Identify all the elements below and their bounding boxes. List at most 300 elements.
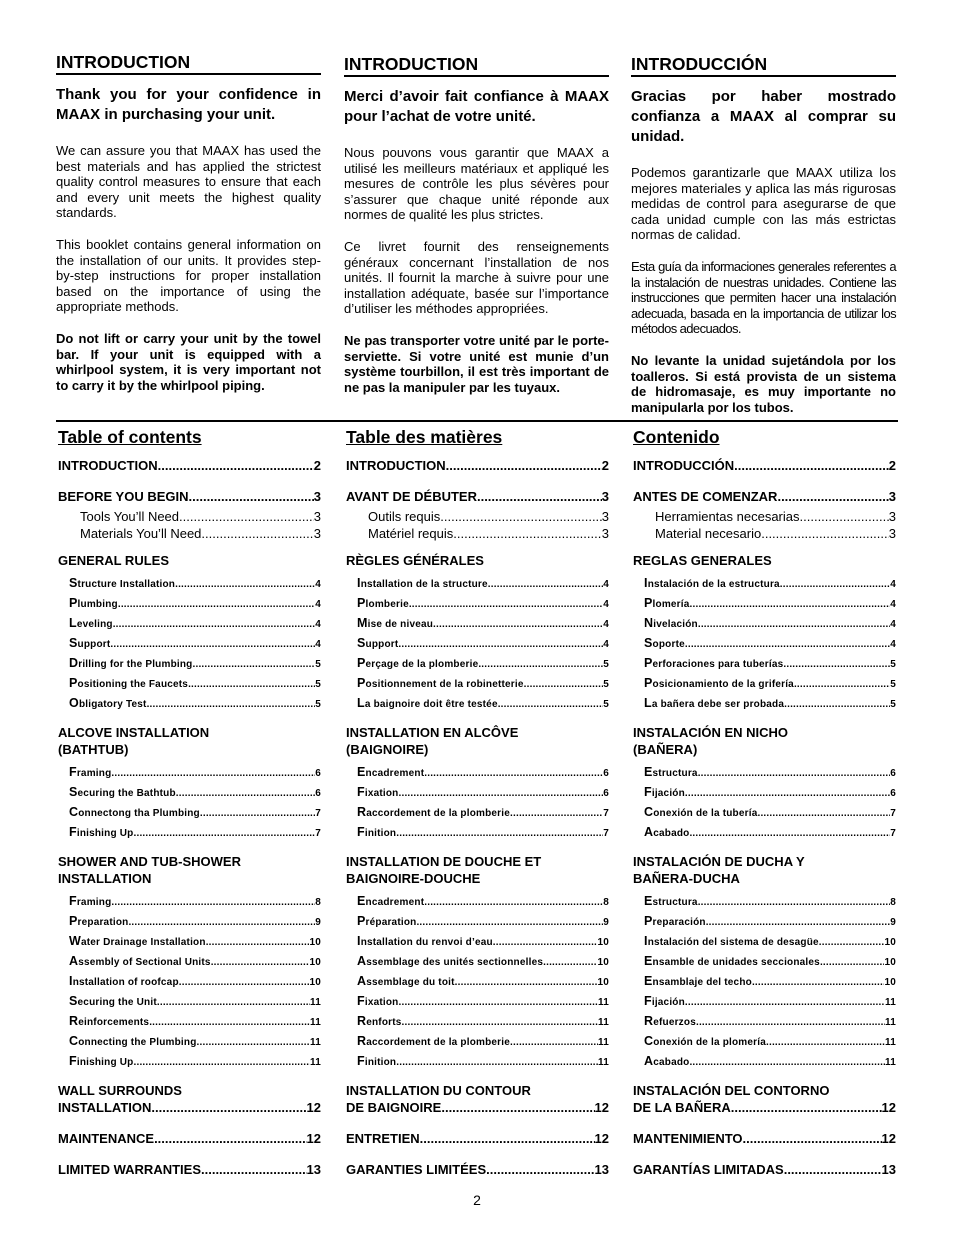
toc-subentry[interactable]: [56, 952, 321, 972]
toc-entry-title: INTRODUCCIÓN: [633, 458, 735, 473]
toc-page-number: 6: [315, 768, 321, 779]
toc-entry-warranties[interactable]: [344, 1161, 609, 1178]
toc-leader-dots: [819, 933, 885, 952]
toc-leader-dots: [820, 953, 885, 972]
toc-spacer: [631, 714, 896, 724]
intro-lead: Gracias por haber mostrado confianza a MAAX al comprar su unidad.: [631, 88, 896, 145]
toc-page-number: 10: [884, 977, 896, 988]
toc-spacer: [631, 1072, 896, 1082]
toc-entry-title: Estructura: [644, 765, 698, 779]
toc-page-number: 11: [885, 1037, 896, 1048]
toc-subentry[interactable]: [631, 508, 896, 525]
toc-page-number: 9: [603, 917, 609, 928]
toc-leader-dots: [396, 1053, 598, 1072]
toc-leader-dots: [149, 1013, 310, 1032]
toc-leader-dots: [685, 635, 890, 654]
intro-lead: Thank you for your confidence in MAAX in purchasing your unit.: [56, 86, 321, 123]
toc-leader-dots: [690, 595, 891, 614]
toc-page-number: 4: [315, 619, 321, 630]
toc-leader-dots: [111, 764, 315, 783]
toc-title: Table des matières: [346, 427, 503, 447]
toc-subentry[interactable]: [631, 525, 896, 542]
toc-page-number: 13: [881, 1162, 896, 1177]
toc-subentry[interactable]: [56, 823, 321, 843]
toc-entry-title: Acabado: [644, 1054, 690, 1068]
toc-entry-title: Support: [357, 636, 399, 650]
toc-leader-dots: [734, 457, 889, 474]
toc-entry-title: Matériel requis: [368, 526, 454, 541]
toc-entry-title: ANTES DE COMENZAR: [633, 489, 778, 504]
toc-page-number: 11: [598, 1017, 609, 1028]
toc-subentry[interactable]: [344, 763, 609, 783]
toc-leader-dots: [784, 1161, 882, 1178]
toc-entry-title: Plumbing: [69, 596, 118, 610]
toc-entry-before-you-begin[interactable]: [344, 488, 609, 505]
toc-subentry[interactable]: [56, 1032, 321, 1052]
toc-entry-title: INTRODUCTION: [346, 458, 446, 473]
toc-entry-warranties[interactable]: [56, 1161, 321, 1178]
toc-subentry[interactable]: [631, 574, 896, 594]
toc-spacer: [631, 1116, 896, 1130]
toc-entry-title: Instalación del sistema de desagüe: [644, 934, 819, 948]
toc-leader-dots: [175, 575, 315, 594]
toc-subentry[interactable]: [631, 803, 896, 823]
toc-leader-dots: [453, 525, 602, 542]
toc-page-number: 7: [603, 828, 609, 839]
toc-column-french: [344, 426, 609, 1178]
toc-section-shower: BAIGNOIRE-DOUCHE: [346, 871, 481, 886]
toc-entry-title: Installation of roofcap: [69, 974, 179, 988]
toc-entry-title: Tools You’ll Need: [80, 509, 180, 524]
toc-page-number: 5: [603, 659, 609, 670]
toc-entry-title: Positionnement de la robinetterie: [357, 676, 524, 690]
toc-entry-title: GARANTIES LIMITÉES: [346, 1162, 487, 1177]
toc-page-number: 11: [598, 1057, 609, 1068]
toc-page-number: 8: [890, 897, 896, 908]
toc-subentry[interactable]: [344, 654, 609, 674]
toc-section-general-rules: RÈGLES GÉNÉRALES: [346, 553, 484, 568]
toc-subentry[interactable]: [56, 525, 321, 542]
toc-entry-title: Structure Installation: [69, 576, 176, 590]
toc-subentry[interactable]: [56, 912, 321, 932]
toc-subentry[interactable]: [631, 932, 896, 952]
toc-subentry[interactable]: [631, 892, 896, 912]
toc-subentry[interactable]: [56, 594, 321, 614]
toc-leader-dots: [685, 993, 885, 1012]
toc-leader-dots: [128, 913, 315, 932]
toc-entry-title: La bañera debe ser probada: [644, 696, 785, 710]
toc-subentry[interactable]: [631, 694, 896, 714]
toc-page-number: 11: [885, 1057, 896, 1068]
toc-subentry[interactable]: [631, 1012, 896, 1032]
toc-subentry[interactable]: [56, 972, 321, 992]
intro-paragraph: Esta guía da informaciones generales referentes a la instalación de nuestras unidades. Contiene las instrucciones que permiten hacer una instalación adecuada, basada en la importancia de utilizar los métodos adecuados.: [631, 258, 896, 337]
toc-entry-title: Plomería: [644, 596, 690, 610]
toc-page-number: 10: [884, 937, 896, 948]
toc-entry-title: Instalación de la estructura: [644, 576, 780, 590]
toc-leader-dots: [455, 973, 598, 992]
toc-subentry[interactable]: [344, 574, 609, 594]
toc-entry-title: Estructura: [644, 894, 698, 908]
toc-page-number: 9: [315, 917, 321, 928]
toc-entry-title: Drilling for the Plumbing: [69, 656, 193, 670]
toc-subentry[interactable]: [631, 674, 896, 694]
toc-subentry[interactable]: [56, 508, 321, 525]
toc-page-number: 3: [313, 526, 321, 541]
toc-page-number: 11: [310, 1037, 321, 1048]
toc-leader-dots: [398, 635, 603, 654]
toc-entry-maintenance[interactable]: [56, 1130, 321, 1147]
toc-leader-dots: [752, 973, 885, 992]
toc-leader-dots: [398, 784, 603, 803]
toc-page-number: 10: [597, 937, 609, 948]
toc-page-number: 11: [598, 997, 609, 1008]
toc-spacer: [344, 542, 609, 552]
toc-subentry[interactable]: [344, 594, 609, 614]
toc-leader-dots: [706, 913, 891, 932]
toc-subentry[interactable]: [344, 823, 609, 843]
toc-subentry[interactable]: [631, 783, 896, 803]
toc-entry-title: LIMITED WARRANTIES: [58, 1162, 201, 1177]
toc-entry-title: INTRODUCTION: [58, 458, 158, 473]
toc-subentry[interactable]: [631, 594, 896, 614]
toc-page-number: 6: [315, 788, 321, 799]
toc-spacer: [56, 542, 321, 552]
toc-leader-dots: [689, 824, 890, 843]
toc-leader-dots: [201, 525, 313, 542]
toc-subentry[interactable]: [344, 1032, 609, 1052]
toc-page-number: 12: [306, 1100, 321, 1115]
toc-entry-title: La baignoire doit être testée: [357, 696, 498, 710]
toc-subentry[interactable]: [344, 783, 609, 803]
toc-leader-dots: [420, 1130, 595, 1147]
toc-entry-title: Assemblage des unités sectionnelles: [357, 954, 544, 968]
toc-subentry[interactable]: [344, 972, 609, 992]
intro-title: INTRODUCTION: [344, 54, 609, 77]
toc-entry-maintenance[interactable]: [344, 1130, 609, 1147]
toc-entry-title: MANTENIMIENTO: [633, 1131, 743, 1146]
toc-leader-dots: [446, 457, 602, 474]
toc-subentry[interactable]: [631, 912, 896, 932]
toc-page-number: 12: [881, 1131, 896, 1146]
toc-page-number: 13: [594, 1162, 609, 1177]
toc-entry-title: Posicionamiento de la grifería: [644, 676, 794, 690]
toc-leader-dots: [113, 615, 316, 634]
toc-subentry[interactable]: [631, 972, 896, 992]
toc-entry-maintenance[interactable]: [631, 1130, 896, 1147]
toc-entry-introduction[interactable]: [631, 457, 896, 474]
toc-page-number: 12: [881, 1100, 896, 1115]
toc-entry-title: Raccordement de la plomberie: [357, 1034, 511, 1048]
toc-page-number: 8: [315, 897, 321, 908]
toc-leader-dots: [188, 675, 315, 694]
toc-entry-title: AVANT DE DÉBUTER: [346, 489, 477, 504]
toc-page-number: 6: [603, 768, 609, 779]
toc-leader-dots: [398, 993, 598, 1012]
toc-leader-dots: [201, 1161, 307, 1178]
toc-entry-title: Outils requis: [368, 509, 441, 524]
toc-spacer: [344, 1147, 609, 1161]
toc-page-number: 6: [603, 788, 609, 799]
toc-spacer: [56, 1072, 321, 1082]
toc-spacer: [56, 1147, 321, 1161]
toc-subentry[interactable]: [344, 614, 609, 634]
toc-page-number: 2: [313, 458, 321, 473]
toc-page-number: 3: [601, 509, 609, 524]
toc-entry-title: Fijación: [644, 994, 685, 1008]
toc-subentry[interactable]: [344, 674, 609, 694]
toc-leader-dots: [543, 953, 597, 972]
toc-entry-title: DE LA BAÑERA: [633, 1100, 731, 1115]
toc-section-general-rules: GENERAL RULES: [58, 553, 169, 568]
toc-section-shower: SHOWER AND TUB-SHOWER: [58, 854, 241, 869]
toc-entry-before-you-begin[interactable]: [631, 488, 896, 505]
toc-subentry[interactable]: [344, 525, 609, 542]
toc-subentry[interactable]: [631, 614, 896, 634]
toc-subentry[interactable]: [56, 783, 321, 803]
toc-subentry[interactable]: [56, 674, 321, 694]
toc-entry-warranties[interactable]: [631, 1161, 896, 1178]
toc-entry-title: MAINTENANCE: [58, 1131, 155, 1146]
toc-page-number: 4: [890, 619, 896, 630]
toc-subentry[interactable]: [56, 992, 321, 1012]
toc-leader-dots: [179, 973, 310, 992]
toc-page-number: 7: [315, 828, 321, 839]
toc-page-number: 6: [890, 768, 896, 779]
toc-page-number: 12: [306, 1131, 321, 1146]
toc-page-number: 3: [313, 509, 321, 524]
toc-page-number: 5: [603, 679, 609, 690]
intro-column-spanish: [631, 52, 896, 431]
toc-page-number: 12: [594, 1131, 609, 1146]
toc-page-number: 7: [315, 808, 321, 819]
intro-paragraph: Nous pouvons vous garantir que MAAX a utilisé les meilleurs matériaux et appliqué les mesures de contrôle les plus sévères pour s’assurer que chaque unité réponde aux normes de qualité les plus strictes.: [344, 145, 609, 223]
toc-leader-dots: [192, 655, 315, 674]
toc-leader-dots: [110, 635, 315, 654]
toc-entry-title: Refuerzos: [644, 1014, 696, 1028]
intro-warning: Do not lift or carry your unit by the towel bar. If your unit is equipped with a whirlpool system, it is very important not to carry it by the whirlpool piping.: [56, 330, 321, 393]
toc-subentry[interactable]: [56, 763, 321, 783]
toc-page-number: 7: [890, 828, 896, 839]
toc-subentry[interactable]: [631, 952, 896, 972]
toc-entry-title: Herramientas necesarias: [655, 509, 800, 524]
toc-leader-dots: [800, 508, 889, 525]
toc-leader-dots: [685, 784, 890, 803]
toc-subentry[interactable]: [631, 823, 896, 843]
toc-subentry[interactable]: [344, 912, 609, 932]
page-number: 2: [473, 1192, 481, 1208]
toc-entry-title: GARANTÍAS LIMITADAS: [633, 1162, 784, 1177]
toc-section-alcove: ALCOVE INSTALLATION: [58, 725, 210, 740]
toc-page-number: 9: [890, 917, 896, 928]
toc-page-number: 5: [315, 699, 321, 710]
toc-entry-introduction[interactable]: [56, 457, 321, 474]
toc-leader-dots: [440, 508, 602, 525]
toc-page-number: 11: [885, 997, 896, 1008]
toc-section-alcove: (BAÑERA): [633, 742, 698, 757]
toc-subentry[interactable]: [344, 932, 609, 952]
toc-subentry[interactable]: [631, 992, 896, 1012]
toc-leader-dots: [783, 655, 890, 674]
toc-leader-dots: [424, 893, 603, 912]
toc-spacer: [631, 1147, 896, 1161]
toc-page-number: 4: [890, 579, 896, 590]
toc-page-number: 4: [603, 619, 609, 630]
toc-subentry[interactable]: [344, 803, 609, 823]
intro-column-english: [56, 52, 321, 409]
toc-page-number: 7: [890, 808, 896, 819]
toc-leader-dots: [111, 893, 315, 912]
toc-subentry[interactable]: [631, 1052, 896, 1072]
toc-entry-title: Assemblage du toit: [357, 974, 455, 988]
toc-entry-wall-surrounds[interactable]: [344, 1099, 609, 1116]
toc-subentry[interactable]: [344, 952, 609, 972]
toc-section-alcove: (BATHTUB): [58, 742, 129, 757]
toc-leader-dots: [179, 508, 314, 525]
toc-subentry[interactable]: [344, 1012, 609, 1032]
toc-page-number: 10: [309, 977, 321, 988]
toc-subentry[interactable]: [56, 694, 321, 714]
toc-entry-title: Framing: [69, 765, 112, 779]
toc-subentry[interactable]: [344, 992, 609, 1012]
toc-page-number: 11: [310, 1057, 321, 1068]
toc-leader-dots: [524, 675, 604, 694]
toc-page-number: 10: [884, 957, 896, 968]
toc-subentry[interactable]: [344, 634, 609, 654]
toc-leader-dots: [424, 764, 603, 783]
toc-subentry[interactable]: [56, 1012, 321, 1032]
toc-entry-title: Ensamblaje del techo: [644, 974, 752, 988]
toc-page-number: 13: [306, 1162, 321, 1177]
toc-entry-title: Conexión de la tubería: [644, 805, 758, 819]
toc-entry-title: Positioning the Faucets: [69, 676, 189, 690]
toc-subentry[interactable]: [56, 803, 321, 823]
toc-entry-title: Connecting the Plumbing: [69, 1034, 197, 1048]
toc-page-number: 11: [885, 1017, 896, 1028]
toc-page-number: 4: [603, 579, 609, 590]
toc-leader-dots: [441, 1099, 594, 1116]
toc-subentry[interactable]: [56, 614, 321, 634]
toc-entry-before-you-begin[interactable]: [56, 488, 321, 505]
toc-section-wall-surrounds: INSTALLATION DU CONTOUR: [346, 1083, 531, 1098]
toc-subentry[interactable]: [344, 1052, 609, 1072]
toc-section-wall-surrounds: INSTALACIÓN DEL CONTORNO: [633, 1083, 830, 1098]
toc-page-number: 5: [315, 679, 321, 690]
toc-leader-dots: [780, 575, 890, 594]
toc-subentry[interactable]: [631, 634, 896, 654]
toc-entry-title: Perçage de la plomberie: [357, 656, 479, 670]
toc-title: Table of contents: [58, 427, 202, 447]
toc-entry-title: BEFORE YOU BEGIN: [58, 489, 189, 504]
toc-leader-dots: [766, 1033, 885, 1052]
intro-paragraph: We can assure you that MAAX has used the best materials and has applied the strictest quality control measures to ensure that each and every unit meets the highest quality standards.: [56, 143, 321, 221]
toc-spacer: [631, 843, 896, 853]
toc-subentry[interactable]: [56, 1052, 321, 1072]
toc-leader-dots: [698, 893, 891, 912]
toc-leader-dots: [488, 575, 603, 594]
toc-leader-dots: [151, 1099, 306, 1116]
toc-subentry[interactable]: [56, 634, 321, 654]
toc-entry-wall-surrounds[interactable]: [56, 1099, 321, 1116]
toc-leader-dots: [486, 1161, 594, 1178]
toc-subentry[interactable]: [56, 654, 321, 674]
toc-subentry[interactable]: [56, 932, 321, 952]
toc-page-number: 4: [315, 579, 321, 590]
toc-page-number: 4: [603, 599, 609, 610]
toc-page-number: 5: [603, 699, 609, 710]
toc-leader-dots: [197, 1033, 310, 1052]
toc-leader-dots: [698, 615, 890, 634]
intro-column-french: [344, 52, 609, 411]
toc-entry-title: Renforts: [357, 1014, 402, 1028]
toc-subentry[interactable]: [344, 892, 609, 912]
toc-section-shower: INSTALLATION: [58, 871, 152, 886]
toc-page-number: 3: [601, 489, 609, 504]
toc-section-alcove: (BAIGNOIRE): [346, 742, 429, 757]
toc-entry-title: Materials You’ll Need: [80, 526, 202, 541]
toc-section-wall-surrounds: WALL SURROUNDS: [58, 1083, 182, 1098]
toc-subentry[interactable]: [631, 763, 896, 783]
toc-entry-wall-surrounds[interactable]: [631, 1099, 896, 1116]
toc-page-number: 2: [601, 458, 609, 473]
toc-leader-dots: [133, 824, 315, 843]
toc-leader-dots: [189, 488, 314, 505]
intro-title: INTRODUCCIÓN: [631, 54, 896, 77]
toc-subentry[interactable]: [631, 1032, 896, 1052]
toc-leader-dots: [157, 993, 310, 1012]
toc-spacer: [344, 843, 609, 853]
toc-leader-dots: [761, 525, 889, 542]
toc-title: Contenido: [633, 427, 720, 447]
toc-entry-title: Plomberie: [357, 596, 409, 610]
toc-entry-title: INSTALLATION: [58, 1100, 152, 1115]
toc-leader-dots: [794, 675, 890, 694]
toc-section-shower: BAÑERA-DUCHA: [633, 871, 740, 886]
toc-entry-title: Raccordement de la plomberie: [357, 805, 511, 819]
toc-subentry[interactable]: [56, 574, 321, 594]
toc-page-number: 6: [890, 788, 896, 799]
toc-leader-dots: [200, 804, 315, 823]
toc-page-number: 3: [888, 489, 896, 504]
toc-section-shower: INSTALLATION DE DOUCHE ET: [346, 854, 542, 869]
toc-page-number: 11: [310, 997, 321, 1008]
section-divider: [56, 420, 898, 422]
toc-leader-dots: [689, 1053, 885, 1072]
toc-page-number: 11: [598, 1037, 609, 1048]
toc-entry-title: Installation de la structure: [357, 576, 488, 590]
toc-entry-title: Framing: [69, 894, 112, 908]
toc-spacer: [56, 1116, 321, 1130]
toc-subentry[interactable]: [56, 892, 321, 912]
toc-leader-dots: [402, 1013, 598, 1032]
toc-page-number: 10: [597, 977, 609, 988]
toc-leader-dots: [784, 695, 890, 714]
toc-spacer: [344, 474, 609, 488]
toc-leader-dots: [416, 913, 603, 932]
toc-leader-dots: [731, 1099, 882, 1116]
toc-entry-title: Fixation: [357, 994, 399, 1008]
toc-subentry[interactable]: [344, 508, 609, 525]
toc-entry-introduction[interactable]: [344, 457, 609, 474]
toc-entry-title: Conexión de la plomería: [644, 1034, 766, 1048]
toc-page-number: 10: [309, 937, 321, 948]
toc-leader-dots: [696, 1013, 885, 1032]
toc-subentry[interactable]: [631, 654, 896, 674]
toc-subentry[interactable]: [344, 694, 609, 714]
toc-spacer: [631, 474, 896, 488]
toc-spacer: [56, 474, 321, 488]
toc-entry-title: Securing the Bathtub: [69, 785, 176, 799]
